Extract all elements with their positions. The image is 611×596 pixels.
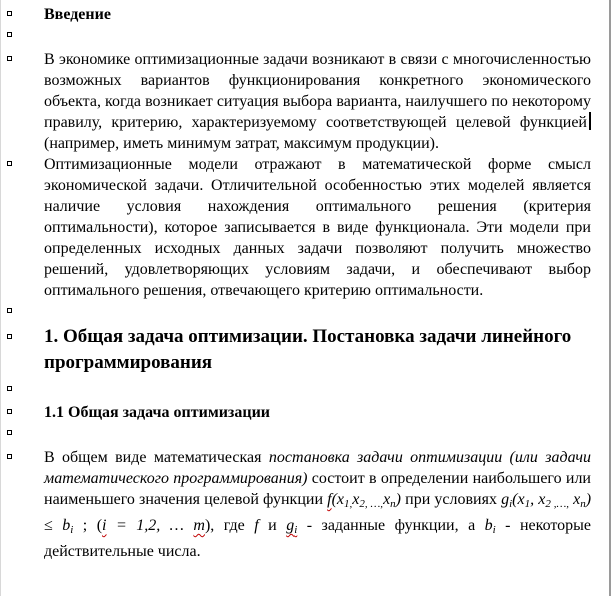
paragraph-3-text: - заданные функции, а xyxy=(297,517,485,534)
formula-subscript: i xyxy=(70,524,74,536)
formula-symbol: f xyxy=(327,491,332,508)
formula-symbol: ) ≤ b xyxy=(44,491,592,534)
formula-subscript: i xyxy=(492,524,496,536)
bullet-icon xyxy=(7,454,12,459)
formula-symbol: (x xyxy=(331,491,345,508)
formula-subscript: n xyxy=(390,498,396,510)
formula-symbol: x xyxy=(352,491,360,508)
paragraph-3-text: - некоторые действительные числа. xyxy=(44,517,592,560)
formula-subscript: n xyxy=(580,498,586,510)
formula-gi xyxy=(286,517,297,534)
formula-symbol: x xyxy=(568,491,581,508)
formula-symbol: x xyxy=(383,491,391,508)
bullet-icon xyxy=(7,11,12,16)
formula-subscript: 1 xyxy=(524,498,531,510)
section-1-1-heading-item xyxy=(0,402,605,423)
formula-subscript: i xyxy=(294,524,298,536)
empty-list-item xyxy=(0,25,605,46)
bullet-icon xyxy=(7,386,12,391)
document-body[interactable] xyxy=(0,4,605,562)
section-1-heading-item xyxy=(0,324,605,376)
paragraph-1-text: В экономике оптимизационные задачи возникают в связи с многочисленностью возможных вариантов функционирования конкретного экономического объекта, когда возникает ситуация выбора варианта, наилучшего по некоторому правилу, критерию, характеризуемому соответствующей целевой функцией xyxy=(44,51,591,131)
term-italic: постановка задачи оптимизации (или задачи математического программирования) xyxy=(44,449,591,487)
formula-symbol: , x xyxy=(530,491,546,508)
paragraph-3 xyxy=(0,447,605,562)
bullet-icon xyxy=(7,56,12,61)
empty-list-item xyxy=(0,423,605,444)
section-1-1-heading: 1.1 Общая задача оптимизации xyxy=(44,404,271,421)
paragraph-3-text: при условиях xyxy=(401,491,502,508)
formula-symbol: m xyxy=(193,517,205,534)
formula-subscript: 2 ,…, xyxy=(545,498,569,510)
formula-symbol: f xyxy=(254,517,259,534)
bullet-icon xyxy=(7,308,12,313)
paragraph-2-text: Оптимизационные модели отражают в математической форме смысл экономической задачи. Отличительной особенностью этих моделей является наличие условия нахождения оптимального решения (критерия оптимальности), которое записывается в виде функционала. Эти модели при определенных исходных данных задачи позволяют получить множество решений, удовлетворяющих условиям задачи, и обеспечивают выбор оптимального решения, отвечающего критерию оптимальности. xyxy=(44,156,591,299)
formula-subscript: 2, …, xyxy=(359,498,384,510)
formula-range: = 1,2, … xyxy=(106,517,194,534)
formula-subscript: i xyxy=(509,498,513,510)
empty-list-item xyxy=(0,301,605,322)
paragraph-3-text: ; ( xyxy=(73,517,103,534)
section-1-heading: 1. Общая задача оптимизации. Постановка задачи линейного программирования xyxy=(44,326,572,373)
bullet-icon xyxy=(7,409,12,414)
paragraph-3-text: и xyxy=(258,517,287,534)
formula-symbol: i xyxy=(102,517,107,534)
bullet-icon xyxy=(7,32,12,37)
paragraph-1-end: (например, иметь минимум затрат, максимум продукции). xyxy=(44,135,439,152)
bullet-icon xyxy=(7,161,12,166)
formula-bi xyxy=(485,517,496,534)
formula-symbol: g xyxy=(286,517,295,534)
bullet-icon xyxy=(7,334,12,339)
intro-heading-item xyxy=(0,4,605,25)
empty-list-item xyxy=(0,379,605,400)
formula-symbol: b xyxy=(484,517,493,534)
formula-symbol: g xyxy=(501,491,510,508)
formula-symbol: ) xyxy=(395,491,401,508)
intro-heading: Введение xyxy=(44,6,111,23)
paragraph-3-text: состоит в определении наибольшего или наименьшего значения целевой функции xyxy=(44,470,591,508)
paragraph-3-text: ), где xyxy=(204,517,255,534)
paragraph-1 xyxy=(0,49,605,154)
paragraph-3-text: В общем виде математическая xyxy=(44,449,269,466)
formula-args xyxy=(332,491,401,508)
formula-subscript: 1, xyxy=(344,498,353,510)
paragraph-2 xyxy=(0,154,605,301)
text-cursor xyxy=(589,112,591,130)
formula-symbol: (x xyxy=(512,491,525,508)
bullet-icon xyxy=(7,430,12,435)
